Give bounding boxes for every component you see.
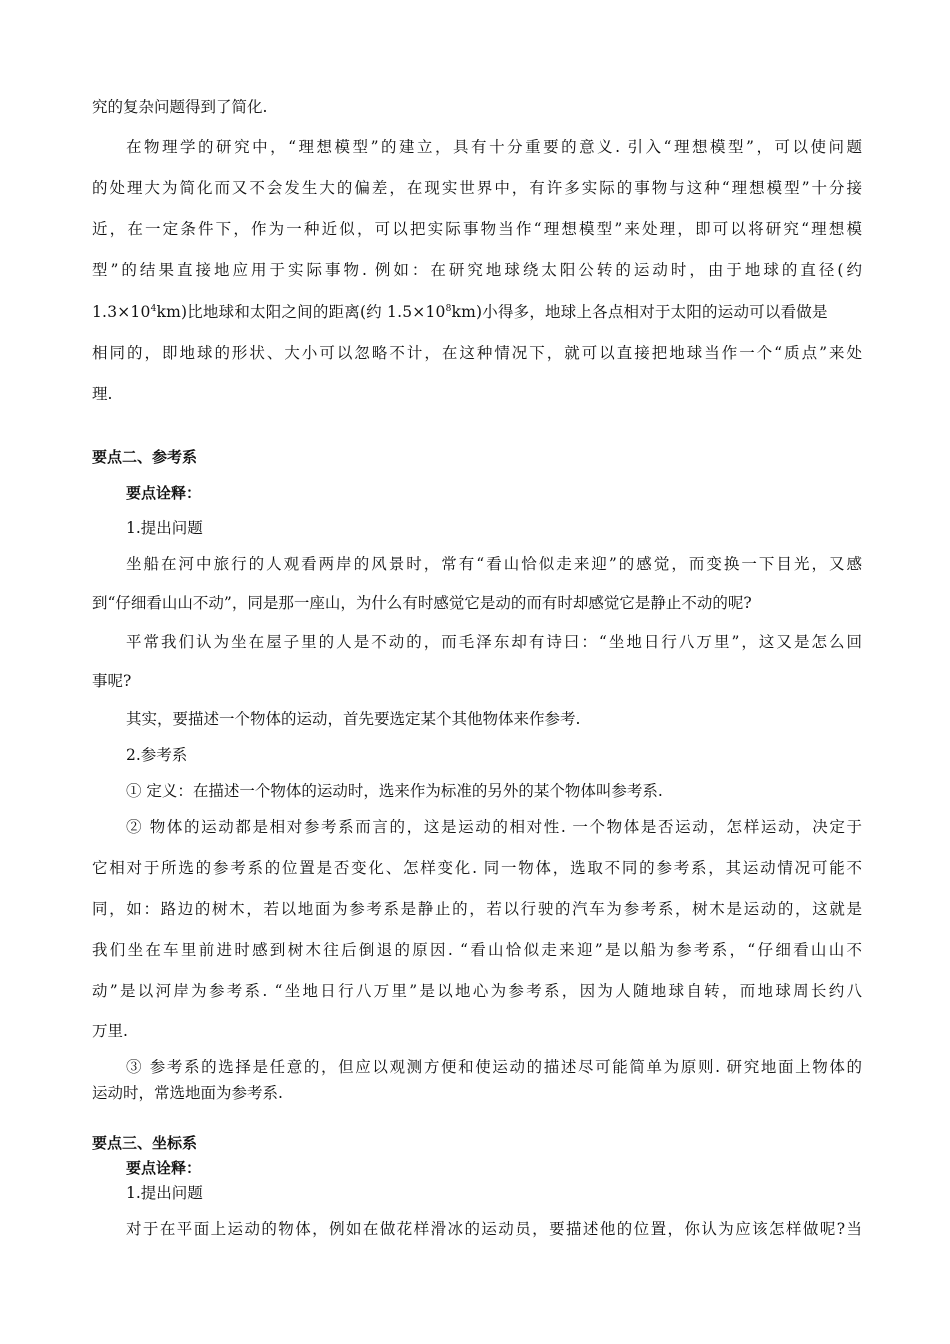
text-line: 2.参考系	[126, 746, 188, 764]
text-line: 在物理学的研究中，“理想模型”的建立，具有十分重要的意义. 引入“理想模型”，可以使问题	[126, 138, 862, 156]
text-line: 型”的结果直接地应用于实际事物. 例如：在研究地球绕太阳公转的运动时，由于地球的直径(约	[92, 261, 862, 279]
text-line: 运动时，常选地面为参考系.	[92, 1084, 283, 1102]
text-fragment: 1.3×10	[92, 303, 151, 321]
text-line: 其实，要描述一个物体的运动，首先要选定某个其他物体来作参考.	[126, 710, 581, 728]
text-line-with-superscripts	[92, 302, 862, 322]
text-line: ① 定义：在描述一个物体的运动时，选来作为标准的另外的某个物体叫参考系.	[126, 782, 663, 800]
text-line: 1.提出问题	[126, 1184, 203, 1202]
text-line: 相同的，即地球的形状、大小可以忽略不计，在这种情况下，就可以直接把地球当作一个“质点”来处	[92, 344, 862, 362]
text-line: 对于在平面上运动的物体，例如在做花样滑冰的运动员，要描述他的位置，你认为应该怎样做呢?当	[126, 1220, 862, 1238]
text-line: 到“仔细看山山不动”，同是那一座山，为什么有时感觉它是动的而有时却感觉它是静止不动的呢?	[92, 594, 752, 612]
superscript-exponent: 4	[150, 303, 157, 314]
text-line: 事呢?	[92, 672, 132, 690]
text-line: 的处理大为简化而又不会发生大的偏差，在现实世界中，有许多实际的事物与这种“理想模型”十分接	[92, 179, 862, 197]
text-line: 万里.	[92, 1022, 128, 1040]
subsection-heading: 要点诠释：	[126, 1159, 202, 1177]
subsection-heading: 要点诠释：	[126, 484, 202, 502]
text-line: 平常我们认为坐在屋子里的人是不动的，而毛泽东却有诗曰：“坐地日行八万里”，这又是怎么回	[126, 633, 862, 651]
text-line: 近，在一定条件下，作为一种近似，可以把实际事物当作“理想模型”来处理，即可以将研究“理想模	[92, 220, 862, 238]
text-line: 我们坐在车里前进时感到树木往后倒退的原因. “看山恰似走来迎”是以船为参考系，“仔细看山山不	[92, 941, 862, 959]
section-heading: 要点二、参考系	[92, 448, 198, 466]
text-line: ③ 参考系的选择是任意的，但应以观测方便和使运动的描述尽可能简单为原则. 研究地面上物体的	[126, 1058, 862, 1076]
text-fragment: km)小得多，地球上各点相对于太阳的运动可以看做是	[451, 303, 828, 321]
text-line: 动”是以河岸为参考系. “坐地日行八万里”是以地心为参考系，因为人随地球自转，而地球周长约八	[92, 982, 862, 1000]
text-fragment: km)比地球和太阳之间的距离(约 1.5×10	[156, 303, 446, 321]
text-line: 究的复杂问题得到了简化.	[92, 98, 268, 116]
text-line: 同，如：路边的树木，若以地面为参考系是静止的，若以行驶的汽车为参考系，树木是运动的，这就是	[92, 900, 862, 918]
section-heading: 要点三、坐标系	[92, 1134, 198, 1152]
text-line: 坐船在河中旅行的人观看两岸的风景时，常有“看山恰似走来迎”的感觉，而变换一下目光，又感	[126, 555, 862, 573]
text-line: 1.提出问题	[126, 519, 203, 537]
text-line: 它相对于所选的参考系的位置是否变化、怎样变化. 同一物体，选取不同的参考系，其运动情况可能不	[92, 859, 862, 877]
superscript-exponent: 8	[445, 303, 452, 314]
text-line: 理.	[92, 385, 113, 403]
text-line: ② 物体的运动都是相对参考系而言的，这是运动的相对性. 一个物体是否运动，怎样运动，决定于	[126, 818, 862, 836]
